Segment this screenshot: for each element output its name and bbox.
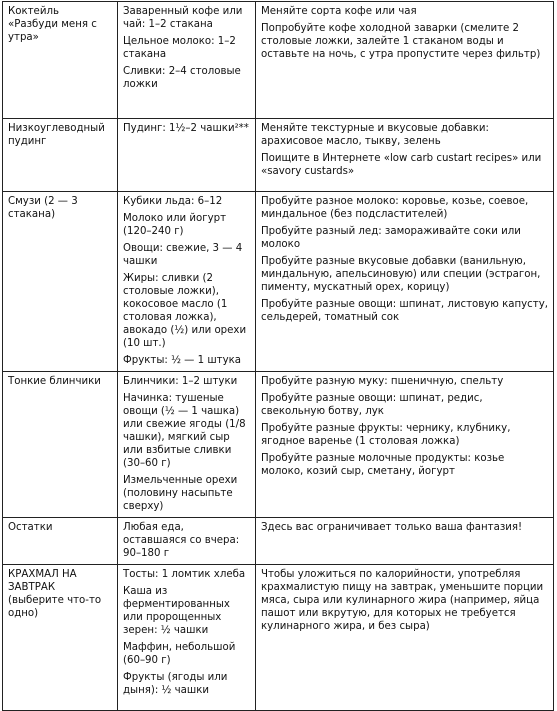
dish-name: Остатки [8,522,53,533]
ingredients-cell [118,192,256,372]
ingredient: Кубики льда: 6–12 [123,196,223,207]
ingredient: Начинка: тушеные овощи (½ — 1 чашка) или свежие ягоды (1/8 чашки), мягкий сыр или взбитые сливки (30–60 г) [123,393,246,469]
tips-cell [256,518,554,565]
dish-name-cell [3,2,118,119]
dish-name-cell [3,372,118,518]
ingredient: Фрукты: ½ — 1 штука [123,355,242,366]
ingredients-cell [118,2,256,119]
ingredients-cell [118,565,256,711]
ingredient: Тосты: 1 ломтик хлеба [123,569,246,580]
tip: Пробуйте разные молочные продукты: козье молоко, козий сыр, сметану, йогурт [261,453,505,477]
dish-name-cell [3,518,118,565]
tip: Пробуйте разные вкусовые добавки (ванильную, миндальную, апельсиновую) или специи (эстрагон, пименту, мускатный орех, корицу) [261,256,541,293]
ingredient: Овощи: свежие, 3 — 4 чашки [123,243,243,267]
tip: Попробуйте кофе холодной заварки (смелите 2 столовые ложки, залейте 1 стаканом воды и оставьте на ночь, с утра пропустите через фильтр) [261,23,541,60]
table-row [3,192,554,372]
dish-name-cell [3,119,118,192]
tips-cell [256,192,554,372]
dish-name-cell [3,192,118,372]
ingredient: Сливки: 2–4 столовые ложки [123,66,241,90]
ingredient: Маффин, небольшой (60–90 г) [123,642,236,666]
breakfast-table [2,1,554,711]
ingredient: Пудинг: 1½–2 чашки²** [123,123,249,134]
dish-name: Коктейль «Разбуди меня с утра» [8,6,97,43]
table-row [3,565,554,711]
ingredient: Цельное молоко: 1–2 стакана [123,36,236,60]
table-row [3,518,554,565]
dish-name: Смузи (2 — 3 стакана) [8,196,78,220]
table-row [3,372,554,518]
tips-cell [256,372,554,518]
dish-name: Тонкие блинчики [8,376,101,387]
table-row [3,2,554,119]
ingredient: Заваренный кофе или чай: 1–2 стакана [123,6,243,30]
tip: Поищите в Интернете «low carb custart recipes» или «savory custards» [261,153,542,177]
tip: Пробуйте разные овощи: шпинат, листовую капусту, сельдерей, томатный сок [261,299,548,323]
tip: Меняйте сорта кофе или чая [261,6,417,17]
tip: Здесь вас ограничивает только ваша фантазия! [261,522,523,533]
ingredients-cell [118,518,256,565]
tip: Чтобы уложиться по калорийности, употребляя крахмалистую пищу на завтрак, уменьшите порции мяса, сыра или кулинарного жира (например, яйца пашот или вкрутую, для которых не требуется кулинарного жира, и без сыра) [261,569,544,632]
dish-name-cell [3,565,118,711]
tips-cell [256,119,554,192]
ingredient: Фрукты (ягоды или дыня): ½ чашки [123,672,228,696]
dish-name: Низкоуглеводный пудинг [8,123,105,147]
ingredient: Жиры: сливки (2 столовые ложки), кокосовое масло (1 столовая ложка), авокадо (½) или орехи (10 шт.) [123,273,247,349]
table-row [3,119,554,192]
tip: Меняйте текстурные и вкусовые добавки: арахисовое масло, тыкву, зелень [261,123,489,147]
ingredients-cell [118,372,256,518]
tips-cell [256,565,554,711]
ingredient: Блинчики: 1–2 штуки [123,376,238,387]
ingredient: Молоко или йогурт (120–240 г) [123,213,227,237]
tips-cell [256,2,554,119]
tip: Пробуйте разный лед: замораживайте соки или молоко [261,226,521,250]
ingredient: Каша из ферментированных или пророщенных зерен: ½ чашки [123,586,230,636]
tip: Пробуйте разное молоко: коровье, козье, соевое, миндальное (без подсластителей) [261,196,529,220]
tip: Пробуйте разные овощи: шпинат, редис, свекольную ботву, лук [261,393,483,417]
ingredient: Любая еда, оставшаяся со вчера: 90–180 г [123,522,240,559]
ingredients-cell [118,119,256,192]
tip: Пробуйте разные фрукты: чернику, клубнику, ягодное варенье (1 столовая ложка) [261,423,511,447]
ingredient: Измельченные орехи (половину насыпьте сверху) [123,475,238,512]
dish-name: КРАХМАЛ НА ЗАВТРАК (выберите что-то одно) [8,569,102,619]
tip: Пробуйте разную муку: пшеничную, спельту [261,376,504,387]
